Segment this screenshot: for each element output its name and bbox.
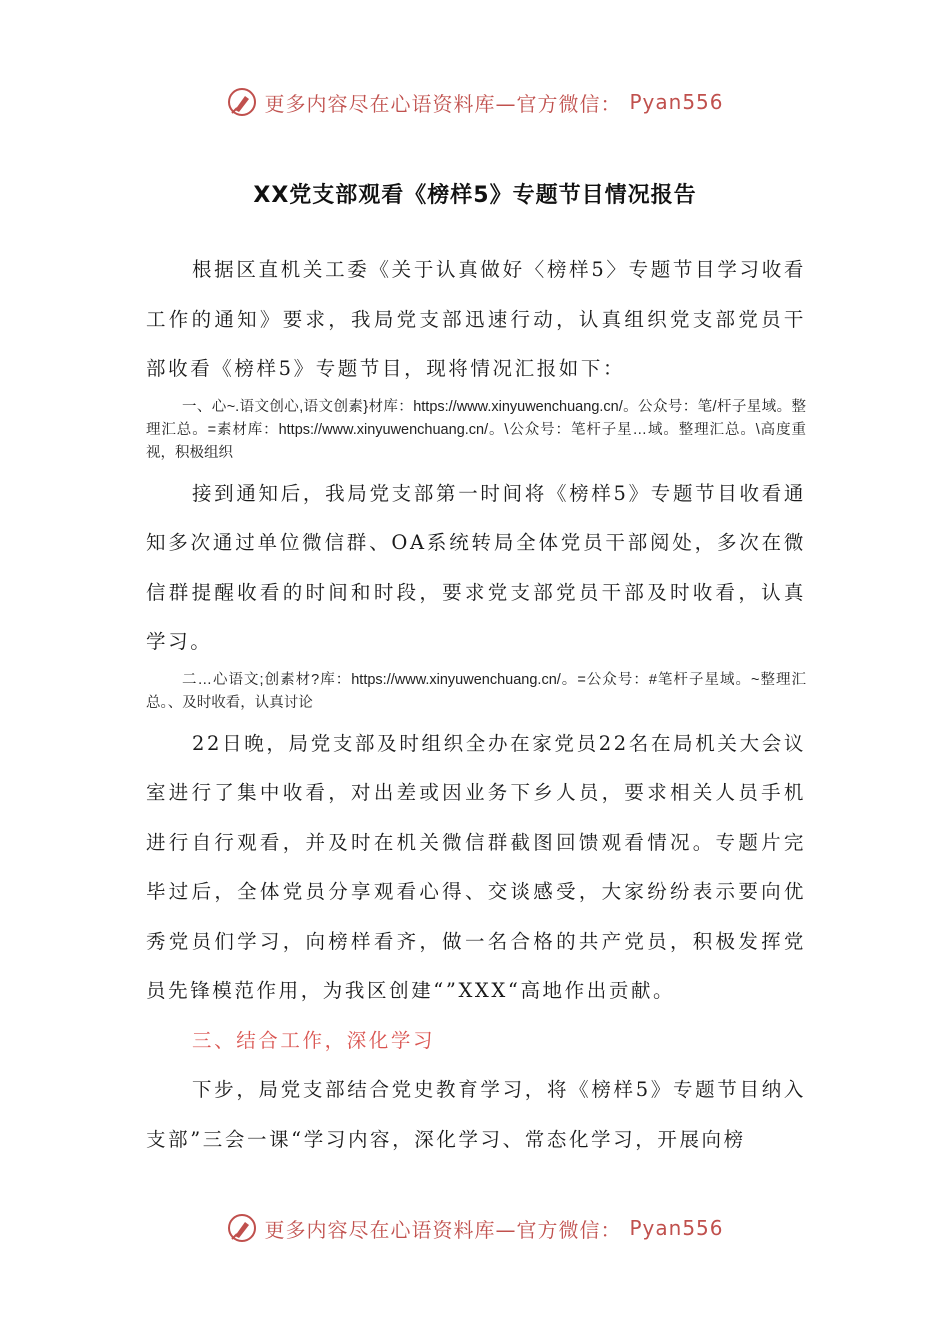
paragraph-section-2: 22日晚，局党支部及时组织全办在家党员22名在局机关大会议室进行了集中收看，对出差或因业务下乡人员，要求相关人员手机进行自行观看，并及时在机关微信群截图回馈观看情况。专题片完毕过后，全体党员分享观看心得、交谈感受，大家纷纷表示要向优秀党员们学习，向榜样看齐，做一名合格的共产党员，积极发挥党员先锋模范作用，为我区创建“”XXX“高地作出贡献。 [146,731,806,1002]
watermark-banner-bottom [0,1208,950,1248]
paragraph-section-3: 下步，局党支部结合党史教育学习，将《榜样5》专题节目纳入支部”三会一课“学习内容，深化学习、常态化学习，开展向榜 [146,1078,806,1151]
section-heading-2: 二…心语文;创素材?库：https://www.xinyuwenchuang.cn/。=公众号：#笔杆子星域。~整理汇总。、及时收看，认真讨论 [146,671,806,711]
watermark-handle: Pyan556 [629,1216,724,1240]
pen-nib-logo-icon [226,1212,258,1244]
document-title: XX党支部观看《榜样5》专题节目情况报告 [253,183,697,208]
watermark-banner-top [0,82,950,122]
paragraph-intro: 根据区直机关工委《关于认真做好〈榜样5〉专题节目学习收看工作的通知》要求，我局党支部迅速行动，认真组织党支部党员干部收看《榜样5》专题节目，现将情况汇报如下： [146,258,806,380]
watermark-text: 更多内容尽在心语资料库—官方微信： [264,91,622,116]
section-heading-3: 三、结合工作，深化学习 [192,1028,436,1052]
watermark-handle: Pyan556 [629,90,724,114]
document-body [146,245,806,1164]
watermark-text: 更多内容尽在心语资料库—官方微信： [264,1217,622,1242]
paragraph-section-1: 接到通知后，我局党支部第一时间将《榜样5》专题节目收看通知多次通过单位微信群、OA系统转局全体党员干部阅处，多次在微信群提醒收看的时间和时段，要求党支部党员干部及时收看，认真学习。 [146,481,806,653]
pen-nib-logo-icon [226,86,258,118]
section-heading-1: 一、心~.语文创心,语文创素}材库：https://www.xinyuwenchuang.cn/。公众号：笔/杆子星域。整理汇总。=素材库：https://www.xinyuwenchuang.cn/。\公众号：笔杆子星…域。整理汇总。\高度重视，积极组织 [146,398,806,461]
